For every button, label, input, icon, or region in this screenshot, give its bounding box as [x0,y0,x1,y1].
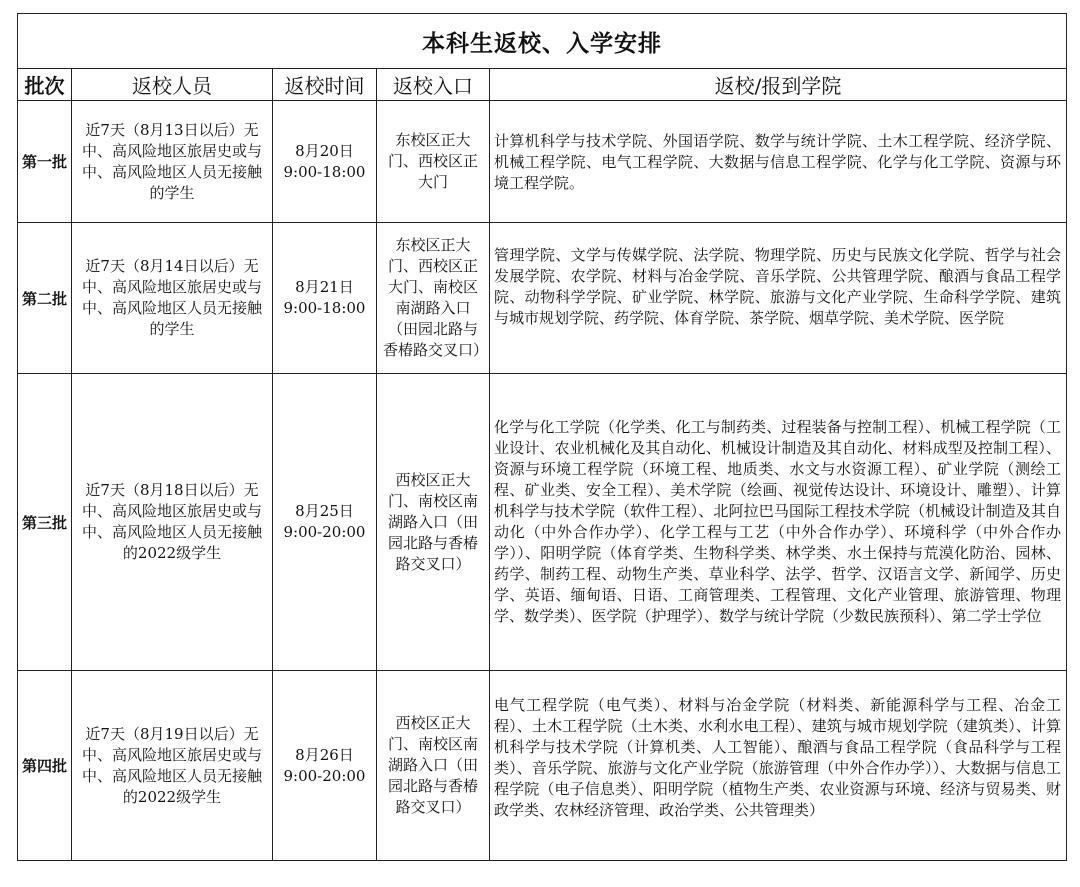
entrance-cell: 东校区正大门、西校区正大门、南校区南湖路入口（田园北路与香椿路交叉口） [377,223,490,374]
entrance-cell: 东校区正大门、西校区正大门 [377,101,490,223]
batch-cell: 第四批 [18,671,72,861]
entrance-cell: 西校区正大门、南校区南湖路入口（田园北路与香椿路交叉口） [377,671,490,861]
colleges-cell: 管理学院、文学与传媒学院、法学院、物理学院、历史与民族文化学院、哲学与社会发展学院、农学院、材料与冶金学院、音乐学院、公共管理学院、酿酒与食品工程学院、动物科学学院、矿业学院、林学院、旅游与文化产业学院、生命科学学院、建筑与城市规划学院、药学院、体育学院、茶学院、烟草学院、美术学院、医学院 [490,223,1067,374]
colleges-cell: 化学与化工学院（化学类、化工与制药类、过程装备与控制工程）、机械工程学院（工业设计、农业机械化及其自动化、机械设计制造及其自动化、材料成型及控制工程）、资源与环境工程学院（环境工程、地质类、水文与水资源工程）、矿业学院（测绘工程、矿业类、安全工程）、美术学院（绘画、视觉传达设计、环境设计、雕塑）、计算机科学与技术学院（软件工程）、北阿拉巴马国际工程技术学院（机械设计制造及其自动化（中外合作办学）、化学工程与工艺（中外合作办学）、环境科学（中外合作办学））、阳明学院（体育学类、生物科学类、林学类、水土保持与荒漠化防治、园林、药学、制药工程、动物生产类、草业科学、法学、哲学、汉语言文学、新闻学、历史学、英语、缅甸语、日语、工商管理类、工程管理、文化产业管理、旅游管理、物理学、数学类）、医学院（护理学）、数学与统计学院（少数民族预科）、第二学士学位 [490,374,1067,671]
header-batch: 批次 [18,69,72,101]
header-people: 返校人员 [72,69,273,101]
header-entrance: 返校入口 [377,69,490,101]
title-row [18,14,1067,69]
schedule-table [17,13,1067,861]
people-cell: 近7天（8月18日以后）无中、高风险地区旅居史或与中、高风险地区人员无接触的2022级学生 [72,374,273,671]
time-cell [273,374,377,671]
hours-text: 9:00-20:00 [283,766,366,785]
table-row [18,101,1067,223]
header-time: 返校时间 [273,69,377,101]
time-cell [273,671,377,861]
people-cell: 近7天（8月13日以后）无中、高风险地区旅居史或与中、高风险地区人员无接触的学生 [72,101,273,223]
date-text: 8月21日 [295,278,354,296]
entrance-cell: 西校区正大门、南校区南湖路入口（田园北路与香椿路交叉口） [377,374,490,671]
page-title: 本科生返校、入学安排 [18,14,1067,69]
date-text: 8月20日 [295,141,354,160]
date-text: 8月25日 [295,502,354,520]
hours-text: 9:00-18:00 [283,162,366,181]
people-cell: 近7天（8月14日以后）无中、高风险地区旅居史或与中、高风险地区人员无接触的学生 [72,223,273,374]
batch-cell: 第二批 [18,223,72,374]
colleges-cell: 电气工程学院（电气类）、材料与冶金学院（材料类、新能源科学与工程、冶金工程）、土木工程学院（土木类、水利水电工程）、建筑与城市规划学院（建筑类）、计算机科学与技术学院（计算机类、人工智能）、酿酒与食品工程学院（食品科学与工程类）、音乐学院、旅游与文化产业学院（旅游管理（中外合作办学））、大数据与信息工程学院（电子信息类）、阳明学院（植物生产类、农业资源与环境、经济与贸易类、财政学类、农林经济管理、政治学类、公共管理类） [490,671,1067,861]
people-cell: 近7天（8月19日以后）无中、高风险地区旅居史或与中、高风险地区人员无接触的2022级学生 [72,671,273,861]
time-cell [273,101,377,223]
header-row [18,69,1067,101]
table-row [18,223,1067,374]
table-row [18,374,1067,671]
batch-cell: 第一批 [18,101,72,223]
colleges-cell: 计算机科学与技术学院、外国语学院、数学与统计学院、土木工程学院、经济学院、机械工程学院、电气工程学院、大数据与信息工程学院、化学与化工学院、资源与环境工程学院。 [490,101,1067,223]
hours-text: 9:00-20:00 [283,523,366,541]
header-colleges: 返校/报到学院 [490,69,1067,101]
date-text: 8月26日 [295,745,354,764]
table-row [18,671,1067,861]
batch-cell: 第三批 [18,374,72,671]
time-cell [273,223,377,374]
hours-text: 9:00-18:00 [283,299,366,317]
